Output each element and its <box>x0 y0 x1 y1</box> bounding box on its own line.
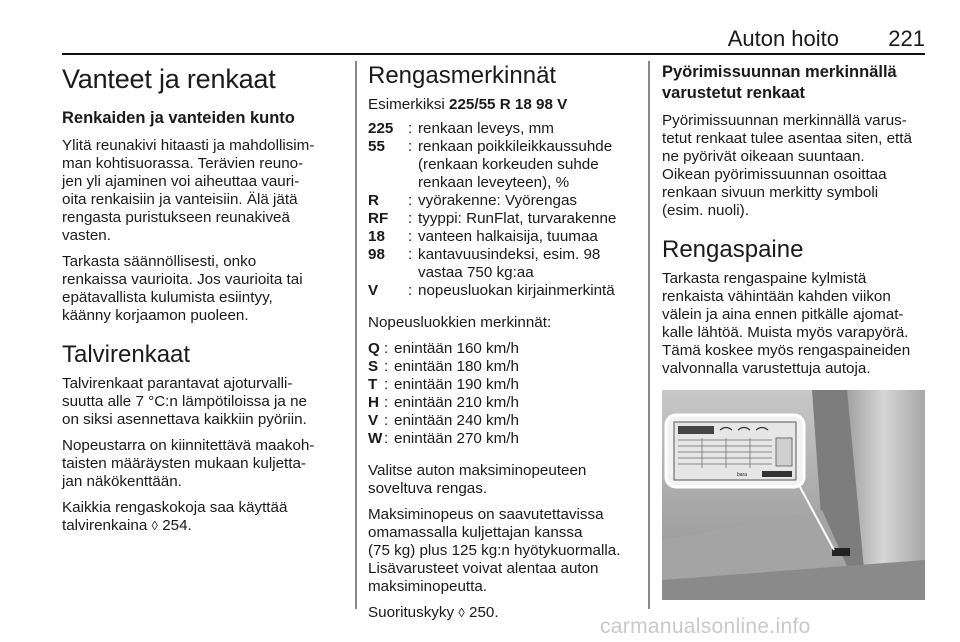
tire-pressure-label-illustration <box>662 390 925 600</box>
marking-key: V <box>368 282 379 299</box>
paragraph: Tarkasta rengaspaine kylmistä renkaista vähintään kahden viikon välein ja aina ennen pitkälle ajomat- kalle lähtöä. Muista myös varapyörä. Tämä koskee myös rengaspaineiden valvonnalla varustettuja autoja. <box>662 270 911 377</box>
separator: : <box>408 282 413 299</box>
section-title: Auton hoito <box>727 26 839 51</box>
page-reference-link[interactable]: 250. <box>469 604 499 621</box>
reference-text: Kaikkia rengaskokoja saa käyttää talvirenkaina <box>62 499 288 534</box>
separator: : <box>384 430 389 447</box>
marking-description: enintään 270 km/h <box>394 430 519 447</box>
separator: : <box>408 228 413 245</box>
marking-key: T <box>368 376 378 393</box>
paragraph: Valitse auton maksiminopeuteen soveltuva rengas. <box>368 462 587 497</box>
page-reference-icon: ◊ <box>151 518 158 533</box>
marking-description: vyörakenne: Vyörengas <box>418 192 578 209</box>
marking-description: renkaan poikkileikkaussuhde (renkaan korkeuden suhde renkaan leveyteen), % <box>418 138 613 191</box>
paragraph: Talvirenkaat parantavat ajoturvalli- suutta alle 7 °C:n lämpötiloissa ja ne on siksi asennettava kaikkiin pyöriin. <box>62 375 307 428</box>
marking-description: enintään 210 km/h <box>394 394 519 411</box>
marking-key: H <box>368 394 379 411</box>
marking-key: 18 <box>368 228 385 245</box>
paragraph: Nopeustarra on kiinnitettävä maakoh- taisten määräysten mukaan kuljetta- jan näkökenttään. <box>62 437 315 490</box>
separator: : <box>408 246 413 263</box>
marking-description: tyyppi: RunFlat, turvarakenne <box>418 210 617 227</box>
page-reference-link[interactable]: 254. <box>162 517 192 534</box>
door-pillar-illustration <box>662 390 925 600</box>
speed-intro: Nopeusluokkien merkinnät: <box>368 314 552 331</box>
separator: : <box>384 358 389 375</box>
page-reference-icon: ◊ <box>458 605 465 620</box>
marking-description: nopeusluokan kirjainmerkintä <box>418 282 615 299</box>
column-divider <box>648 61 650 609</box>
example-code: 225/55 R 18 98 V <box>449 96 568 113</box>
example-label: Esimerkiksi <box>368 96 445 113</box>
marking-key: 225 <box>368 120 394 137</box>
column-left <box>62 62 344 543</box>
marking-key: 55 <box>368 138 385 155</box>
page-title: Vanteet ja renkaat <box>62 64 276 94</box>
paragraph-with-reference <box>62 499 344 535</box>
marking-description: enintään 180 km/h <box>394 358 519 375</box>
separator: : <box>408 138 413 155</box>
separator: : <box>408 210 413 227</box>
heading-tire-markings: Rengasmerkinnät <box>368 62 557 89</box>
heading-directional-tires: Pyörimissuunnan merkinnällä varustetut renkaat <box>662 63 897 102</box>
marking-key: 98 <box>368 246 385 263</box>
paragraph: Maksiminopeus on saavutettavissa omamassalla kuljettajan kanssa (75 kg) plus 125 kg:n hyötykuormalla. Lisävarusteet voivat alentaa auton maksiminopeutta. <box>368 506 621 595</box>
separator: : <box>408 120 413 137</box>
label-unit-text: bara <box>737 472 748 478</box>
example-line <box>368 96 636 114</box>
header-rule <box>62 53 925 55</box>
marking-key: W <box>368 430 383 447</box>
paragraph: Tarkasta säännöllisesti, onko renkaissa vaurioita. Jos vaurioita tai epätavallista kulumista esiintyy, käänny korjaamon puoleen. <box>62 253 303 324</box>
separator: : <box>384 394 389 411</box>
speed-class-list <box>368 340 636 448</box>
column-middle <box>368 62 636 630</box>
marking-key: RF <box>368 210 389 227</box>
column-right <box>662 62 930 386</box>
marking-description: enintään 190 km/h <box>394 376 519 393</box>
markings-list <box>368 120 636 300</box>
separator: : <box>408 192 413 209</box>
paragraph: Pyörimissuunnan merkinnällä varus- tetut renkaat tulee asentaa siten, että ne pyörivät oikeaan suuntaan. Oikean pyörimissuunnan osoittaa renkaan sivuun merkitty symboli (esim. nuoli). <box>662 112 912 219</box>
heading-tire-pressure: Rengaspaine <box>662 236 804 263</box>
marking-description: enintään 160 km/h <box>394 340 519 357</box>
page-number: 221 <box>888 26 925 51</box>
marking-key: S <box>368 358 379 375</box>
separator: : <box>384 376 389 393</box>
reference-text: Suorituskyky <box>368 604 455 621</box>
page-header <box>62 26 925 54</box>
marking-description: kantavuusindeksi, esim. 98 vastaa 750 kg:aa <box>418 246 601 281</box>
separator: : <box>384 412 389 429</box>
marking-description: vanteen halkaisija, tuumaa <box>418 228 598 245</box>
subheading-tire-condition: Renkaiden ja vanteiden kunto <box>62 109 295 127</box>
paragraph: Ylitä reunakivi hitaasti ja mahdollisim- man kohtisuorassa. Terävien reuno- jen yli ajaminen voi aiheuttaa vauri- oita renkaisiin ja vanteisiin. Älä jätä rengasta puristukseen reunakiveä vasten. <box>62 137 315 244</box>
marking-key: R <box>368 192 379 209</box>
column-divider <box>355 61 357 609</box>
separator: : <box>384 340 389 357</box>
marking-description: renkaan leveys, mm <box>418 120 554 137</box>
paragraph-with-reference <box>368 604 636 622</box>
heading-winter-tires: Talvirenkaat <box>62 341 191 368</box>
watermark: carmanualsonline.info <box>600 615 811 638</box>
marking-description: enintään 240 km/h <box>394 412 519 429</box>
marking-key: V <box>368 412 379 429</box>
marking-key: Q <box>368 340 380 357</box>
